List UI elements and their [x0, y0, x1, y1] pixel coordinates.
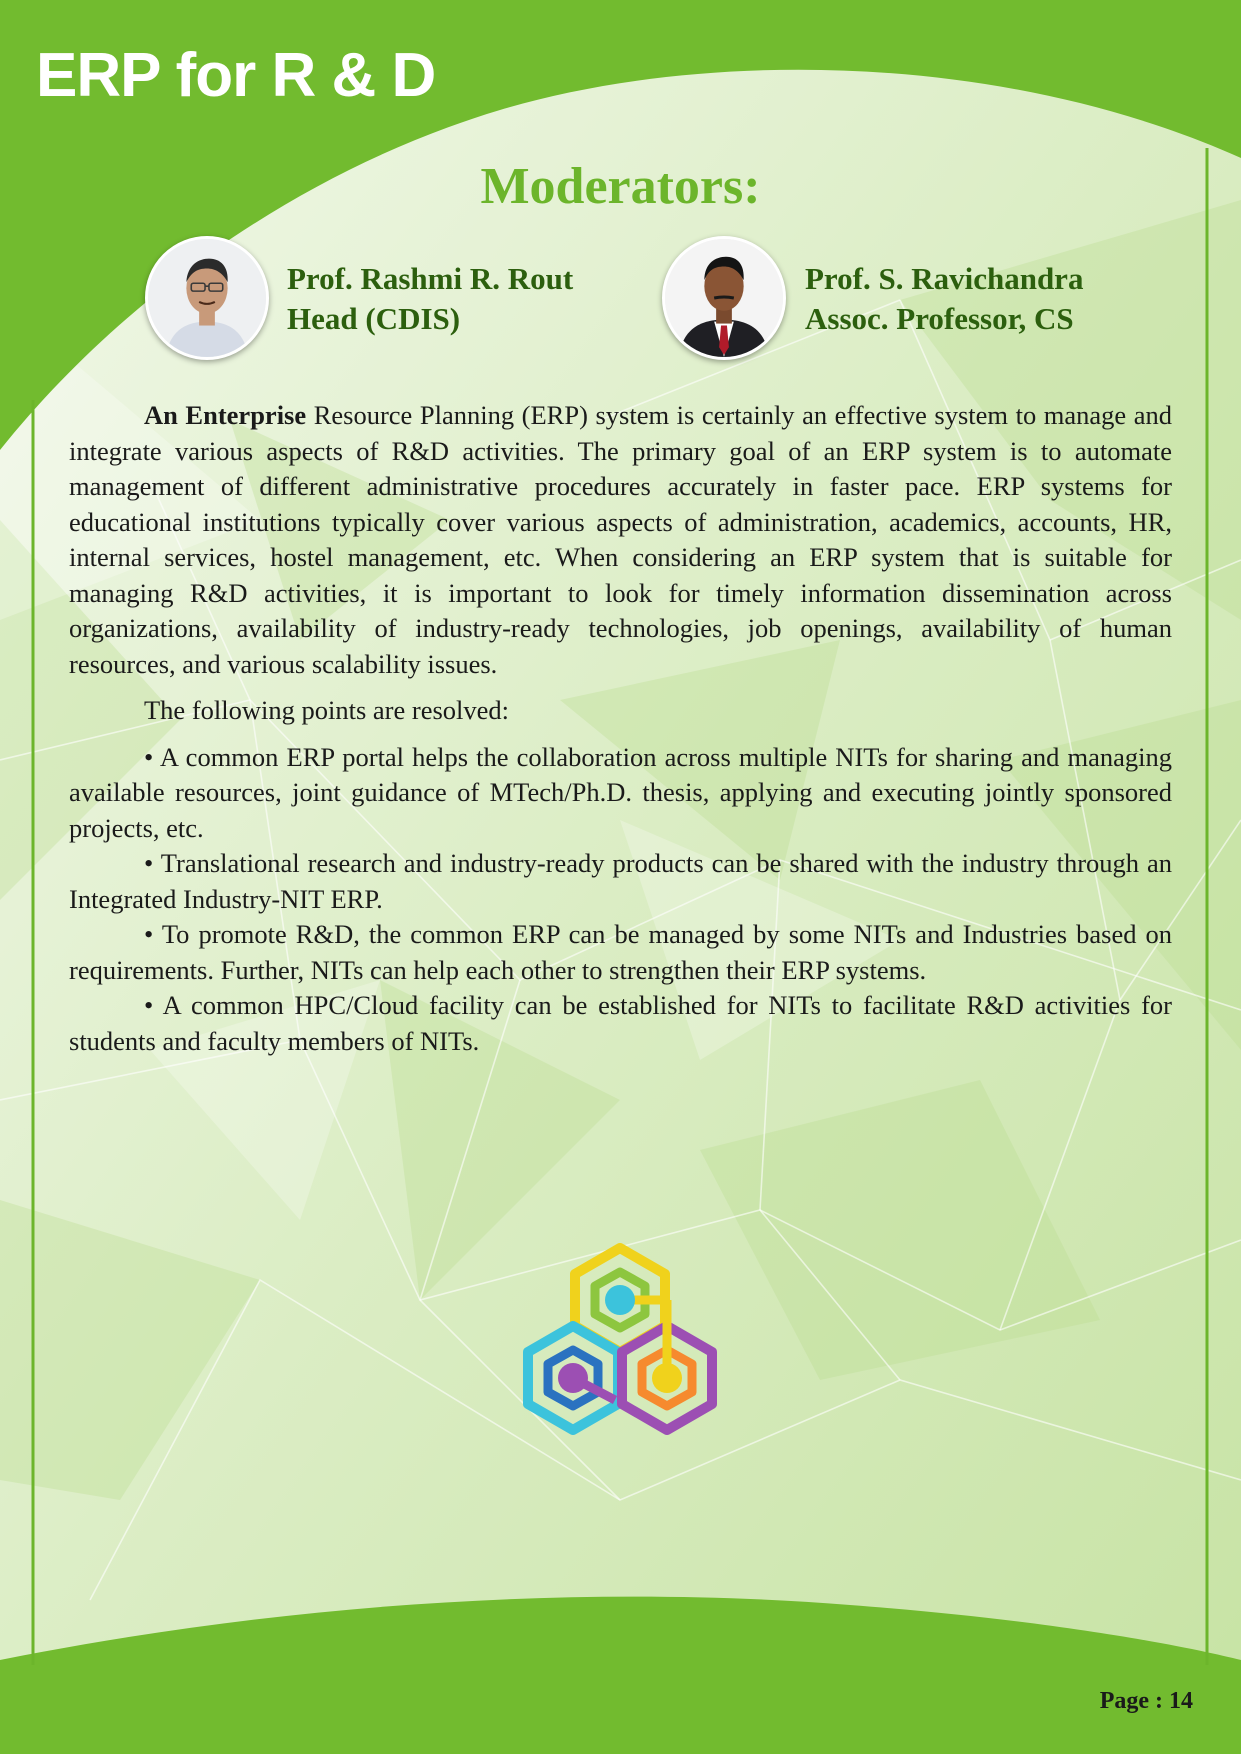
intro-lead: An Enterprise: [144, 400, 307, 430]
point-item: • Translational research and industry-ready products can be shared with the industry through an Integrated Industry-NIT ERP.: [69, 848, 1172, 914]
moderator-1-info: [287, 259, 573, 339]
intro-paragraph: [69, 398, 1172, 682]
moderators-heading: Moderators:: [480, 158, 761, 215]
point-item: • A common ERP portal helps the collaboration across multiple NITs for sharing and managing available resources, joint guidance of MTech/Ph.D. thesis, applying and executing jointly sponsored projects, etc.: [69, 741, 1172, 843]
page-number: Page : 14: [1099, 1688, 1193, 1714]
page-title: ERP for R & D: [36, 41, 436, 110]
moderator-1-role: Head (CDIS): [287, 301, 461, 336]
moderator-2-role: Assoc. Professor, CS: [805, 301, 1074, 336]
article-body: [69, 398, 1172, 1059]
moderator-2-info: [805, 259, 1083, 339]
points-intro: The following points are resolved:: [144, 695, 510, 725]
moderator-2-photo: [662, 236, 786, 360]
intro-text: Resource Planning (ERP) system is certainly an effective system to manage and integrate various aspects of R&D activities. The primary goal of an ERP system is to automate management of different administrative procedures accurately in faster pace. ERP systems for educational institutions typically cover various aspects of administration, academics, accounts, HR, internal services, hostel management, etc. When considering an ERP system that is suitable for managing R&D activities, it is important to look for timely information dissemination across organizations, availability of industry-ready technologies, job openings, availability of human resources, and various scalability issues.: [69, 400, 1172, 679]
point-item: • A common HPC/Cloud facility can be established for NITs to facilitate R&D activities for students and faculty members of NITs.: [69, 990, 1172, 1056]
moderator-1-name: Prof. Rashmi R. Rout: [287, 261, 574, 296]
point-item: • To promote R&D, the common ERP can be managed by some NITs and Industries based on requirements. Further, NITs can help each other to strengthen their ERP systems.: [69, 919, 1172, 985]
moderator-2-name: Prof. S. Ravichandra: [805, 261, 1084, 296]
moderator-1-photo: [145, 236, 269, 360]
hexagon-network-logo-icon: [515, 1240, 725, 1450]
